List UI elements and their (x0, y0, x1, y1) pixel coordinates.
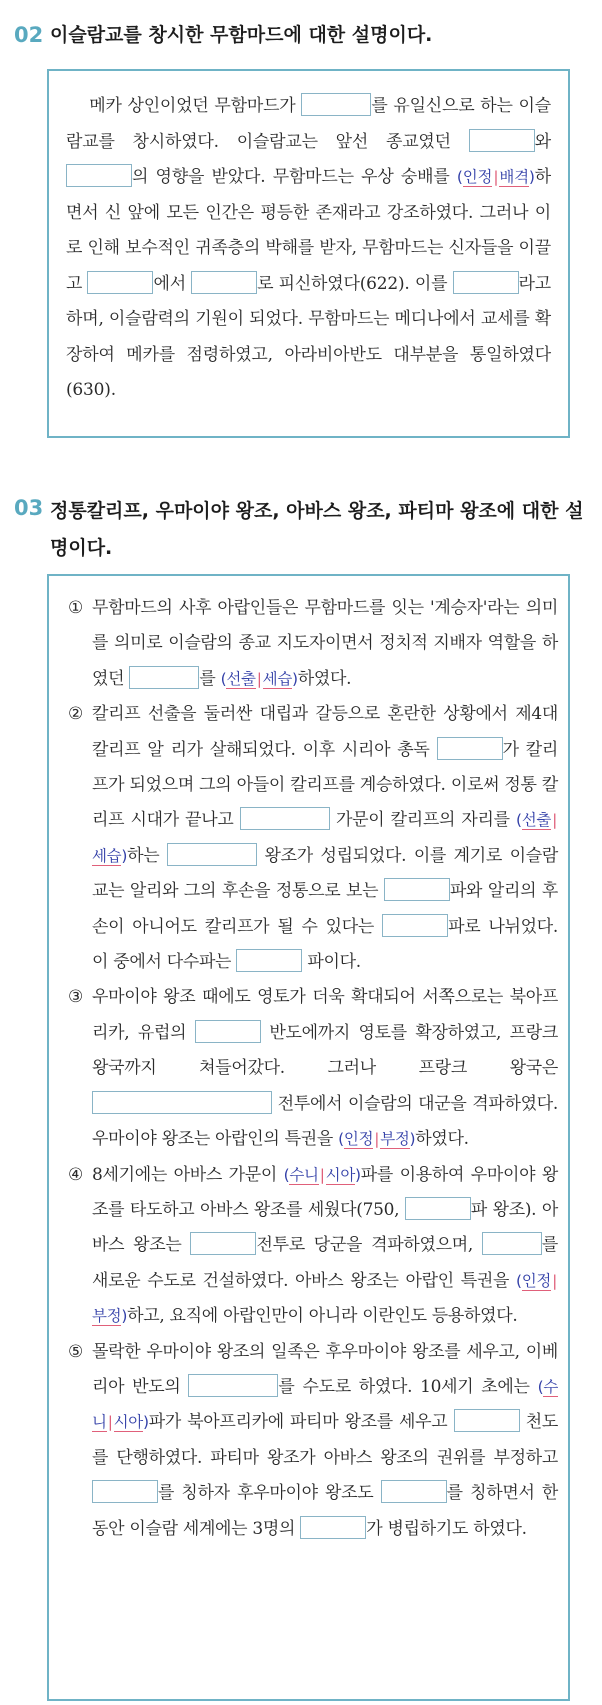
answer-blank[interactable] (240, 807, 330, 830)
passage-text: 메카 상인이었던 무함마드가 를 유일신으로 하는 이슬람교를 창시하였다. 이슬람교는 앞선 종교였던 와 의 영향을 받았다. 무함마드는 우상 숭배를 (인정|배격)하면서 신 앞에 모든 인간은 평등한 존재라고 강조하였다. 그러나 이로 인해 보수적인 귀족층의 박해를 받자, 무함마드는 신자들을 이끌고 에서 로 피신하였다(622). 이를 라고 하며, 이슬람력의 기원이 되었다. 무함마드는 메디나에서 교세를 확장하여 메카를 점령하였고, 아라비아반도 대부분을 통일하였다(630). (66, 89, 551, 409)
question-02-passage-box (47, 69, 570, 438)
answer-blank[interactable] (129, 666, 199, 689)
answer-blank[interactable] (236, 949, 302, 972)
answer-blank[interactable] (382, 914, 448, 937)
answer-blank[interactable] (405, 1197, 471, 1220)
question-title: 이슬람교를 창시한 무함마드에 대한 설명이다. (50, 24, 433, 46)
choice-selector[interactable]: (수니|시아) (283, 1165, 361, 1184)
answer-blank[interactable] (92, 1091, 272, 1114)
answer-blank[interactable] (87, 271, 153, 294)
list-item: ⑤ 몰락한 우마이야 왕조의 일족은 후우마이야 왕조를 세우고, 이베리아 반도의 를 수도로 하였다. 10세기 초에는 (수니|시아)파가 북아프리카에 파티마 왕조를 세우고 천도를 단행하였다. 파티마 왕조가 아바스 왕조의 권위를 부정하고 를 칭하자 후우마이야 왕조도 를 칭하면서 한동안 이슬람 세계에는 3명의 가 병립하기도 하였다. (68, 1335, 558, 1547)
choice-selector[interactable]: (인정|배격) (456, 168, 535, 186)
answer-blank[interactable] (384, 878, 450, 901)
list-item: ④ 8세기에는 아바스 가문이 (수니|시아)파를 이용하여 우마이야 왕조를 타도하고 아바스 왕조를 세웠다(750, 파 왕조). 아바스 왕조는 전투로 당군을 격파하였으며, 를 새로운 수도로 건설하였다. 아바스 왕조는 아랍인 특권을 (인정|부정)하고, 요직에 아랍인만이 아니라 이란인도 등용하였다. (68, 1158, 558, 1335)
answer-blank[interactable] (92, 1480, 158, 1503)
answer-blank[interactable] (469, 129, 535, 152)
choice-selector[interactable]: (인정|부정) (92, 1271, 557, 1326)
list-item: ③ 우마이야 왕조 때에도 영토가 더욱 확대되어 서쪽으로는 북아프리카, 유럽의 반도에까지 영토를 확장하였고, 프랑크 왕국까지 쳐들어갔다. 그러나 프랑크 왕국은 전투에서 이슬람의 대군을 격파하였다. 우마이야 왕조는 아랍인의 특권을 (인정|부정)하였다. (68, 980, 558, 1157)
answer-blank[interactable] (300, 1516, 366, 1539)
answer-blank[interactable] (195, 1020, 261, 1043)
question-03-passage-box (47, 574, 570, 1701)
choice-selector[interactable]: (선출|세습) (92, 811, 557, 865)
answer-blank[interactable] (191, 271, 257, 294)
choice-selector[interactable]: (수니|시아) (92, 1377, 558, 1432)
question-number: 02 (14, 23, 44, 47)
item-number: ④ (68, 1164, 84, 1185)
question-number: 03 (14, 496, 44, 520)
list-item: ② 칼리프 선출을 둘러싼 대립과 갈등으로 혼란한 상황에서 제4대 칼리프 알 리가 살해되었다. 이후 시리아 총독 가 칼리프가 되었으며 그의 아들이 칼리프를 계승하였다. 이로써 정통 칼리프 시대가 끝나고 가문이 칼리프의 자리를 (선출|세습)하는 왕조가 성립되었다. 이를 계기로 이슬람교는 알리와 그의 후손을 정통으로 보는 파와 알리의 후손이 아니어도 칼리프가 될 수 있다는 파로 나뉘었다. 이 중에서 다수파는 파이다. (68, 697, 558, 980)
answer-blank[interactable] (188, 1374, 278, 1397)
item-number: ① (68, 598, 84, 618)
answer-blank[interactable] (66, 164, 132, 187)
item-number: ⑤ (68, 1341, 84, 1362)
answer-blank[interactable] (190, 1232, 256, 1255)
answer-blank[interactable] (453, 271, 519, 294)
question-03-header (14, 493, 590, 567)
answer-blank[interactable] (482, 1232, 542, 1255)
item-number: ③ (68, 987, 84, 1008)
choice-selector[interactable]: (인정|부정) (338, 1130, 416, 1149)
answer-blank[interactable] (381, 1480, 447, 1503)
answer-blank[interactable] (454, 1409, 520, 1432)
choice-selector[interactable]: (선출|세습) (220, 669, 298, 688)
answer-blank[interactable] (167, 843, 257, 866)
item-number: ② (68, 704, 84, 725)
question-title: 정통칼리프, 우마이야 왕조, 아바스 왕조, 파티마 왕조에 대한 설명이다. (50, 500, 584, 559)
answer-blank[interactable] (437, 737, 503, 760)
list-item: ① 무함마드의 사후 아랍인들은 무함마드를 잇는 '계승자'라는 의미를 의미로 이슬람의 종교 지도자이면서 정치적 지배자 역할을 하였던 를 (선출|세습)하였다. (68, 591, 558, 697)
answer-blank[interactable] (301, 93, 371, 116)
question-02-header (14, 20, 590, 50)
